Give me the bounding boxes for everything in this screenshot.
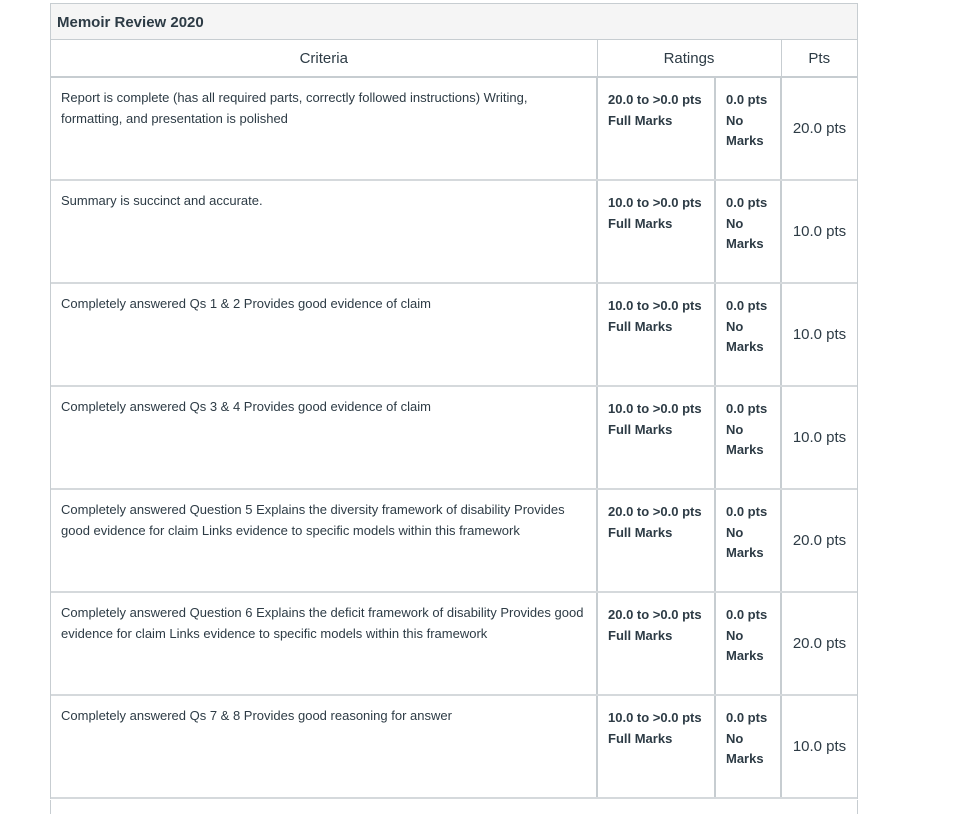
rating-full-description: Full Marks (608, 215, 673, 231)
criterion-row (51, 283, 857, 386)
criterion-points: 10.0 pts (781, 283, 857, 386)
rubric-table (51, 40, 857, 799)
rating-no-marks[interactable] (716, 181, 780, 282)
criterion-points: 10.0 pts (781, 695, 857, 798)
rating-none-points: 0.0 pts (726, 607, 768, 622)
rating-full-description: Full Marks (608, 112, 673, 128)
rating-full-marks[interactable] (598, 181, 716, 282)
rating-no-marks[interactable] (716, 284, 780, 385)
rubric-panel (50, 3, 858, 799)
rating-none-description: No Marks (726, 215, 764, 251)
rating-none-description: No Marks (726, 627, 764, 663)
rating-full-points: 20.0 to >0.0 pts (608, 92, 702, 107)
rating-full-points: 10.0 to >0.0 pts (608, 710, 702, 725)
rubric-header-row (51, 40, 857, 77)
rating-none-description: No Marks (726, 730, 764, 766)
rating-none-description: No Marks (726, 421, 764, 457)
rating-none-points: 0.0 pts (726, 710, 768, 725)
rating-full-marks[interactable] (598, 696, 716, 797)
rating-full-points: 20.0 to >0.0 pts (608, 607, 702, 622)
rating-none-points: 0.0 pts (726, 298, 768, 313)
ratings-cell (597, 386, 781, 489)
rating-full-description: Full Marks (608, 318, 673, 334)
ratings-cell (597, 77, 781, 180)
criterion-description: Completely answered Question 6 Explains the deficit framework of disability Provides good evidence for claim Links evidence to specific models within this framework (51, 592, 597, 695)
rating-no-marks[interactable] (716, 593, 780, 694)
criterion-points: 10.0 pts (781, 386, 857, 489)
rating-full-points: 10.0 to >0.0 pts (608, 401, 702, 416)
rating-full-points: 10.0 to >0.0 pts (608, 298, 702, 313)
criterion-row (51, 489, 857, 592)
criterion-row (51, 77, 857, 180)
rubric-title: Memoir Review 2020 (51, 4, 857, 40)
rating-full-marks[interactable] (598, 593, 716, 694)
rating-full-description: Full Marks (608, 730, 673, 746)
rating-no-marks[interactable] (716, 78, 780, 179)
rating-no-marks[interactable] (716, 696, 780, 797)
rating-full-description: Full Marks (608, 421, 673, 437)
ratings-cell (597, 695, 781, 798)
criterion-points: 10.0 pts (781, 180, 857, 283)
rating-none-points: 0.0 pts (726, 195, 768, 210)
criterion-points: 20.0 pts (781, 592, 857, 695)
rating-full-points: 10.0 to >0.0 pts (608, 195, 702, 210)
criterion-row (51, 180, 857, 283)
rating-none-description: No Marks (726, 524, 764, 560)
criterion-description: Report is complete (has all required parts, correctly followed instructions) Writing, formatting, and presentation is polished (51, 77, 597, 180)
ratings-cell (597, 283, 781, 386)
criteria-header: Criteria (51, 40, 597, 77)
rating-none-points: 0.0 pts (726, 92, 768, 107)
ratings-cell (597, 489, 781, 592)
criterion-description: Completely answered Qs 7 & 8 Provides good reasoning for answer (51, 695, 597, 798)
rubric-continuation (50, 800, 858, 814)
criterion-description: Completely answered Qs 3 & 4 Provides good evidence of claim (51, 386, 597, 489)
criterion-description: Completely answered Question 5 Explains the diversity framework of disability Provides good evidence for claim Links evidence to specific models within this framework (51, 489, 597, 592)
rating-none-description: No Marks (726, 112, 764, 148)
criterion-description: Completely answered Qs 1 & 2 Provides good evidence of claim (51, 283, 597, 386)
rating-no-marks[interactable] (716, 490, 780, 591)
criterion-row (51, 592, 857, 695)
ratings-header: Ratings (597, 40, 781, 77)
rating-none-description: No Marks (726, 318, 764, 354)
ratings-cell (597, 180, 781, 283)
rating-full-description: Full Marks (608, 524, 673, 540)
rating-full-marks[interactable] (598, 284, 716, 385)
rating-full-marks[interactable] (598, 387, 716, 488)
pts-header: Pts (781, 40, 857, 77)
rating-full-points: 20.0 to >0.0 pts (608, 504, 702, 519)
criterion-description: Summary is succinct and accurate. (51, 180, 597, 283)
rating-full-marks[interactable] (598, 78, 716, 179)
rating-none-points: 0.0 pts (726, 401, 768, 416)
ratings-cell (597, 592, 781, 695)
criterion-row (51, 386, 857, 489)
rating-no-marks[interactable] (716, 387, 780, 488)
criterion-points: 20.0 pts (781, 77, 857, 180)
criterion-points: 20.0 pts (781, 489, 857, 592)
rating-full-marks[interactable] (598, 490, 716, 591)
rating-full-description: Full Marks (608, 627, 673, 643)
rating-none-points: 0.0 pts (726, 504, 768, 519)
criterion-row (51, 695, 857, 798)
